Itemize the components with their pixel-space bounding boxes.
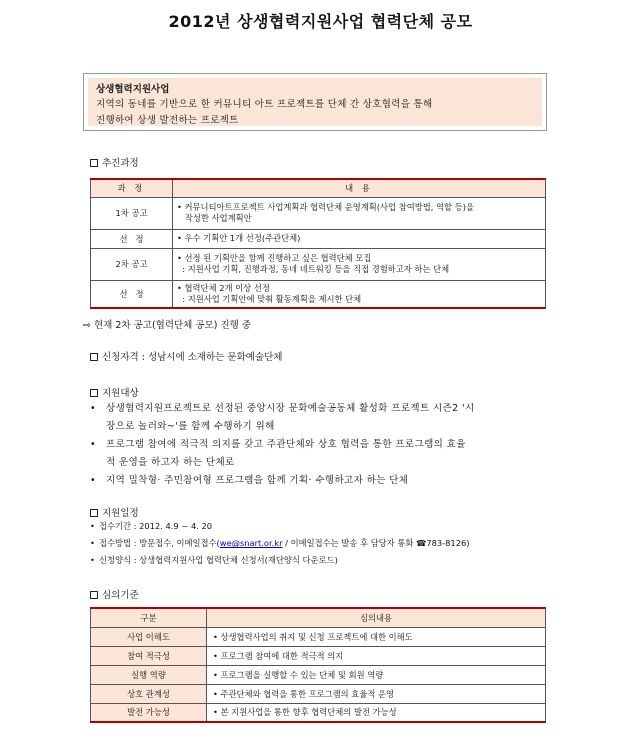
section-qualification: 신청자격 : 성남시에 소재하는 문화예술단체 <box>90 349 282 363</box>
criteria-header-content: 심의내용 <box>207 608 546 627</box>
section-criteria-heading: 심의기준 <box>90 587 139 601</box>
target-list <box>90 400 546 490</box>
bullet-icon: • <box>90 439 97 450</box>
checkbox-square-icon <box>90 389 98 397</box>
table-row: 사업 이해도 • 상생협력사업의 취지 및 신청 프로젝트에 대한 이해도 <box>91 627 546 646</box>
section-target-heading: 지원대상 <box>90 385 139 399</box>
list-item: • 상생협력지원프로젝트로 선정된 중앙시장 문화예술공동체 활성화 프로젝트 시즌2 '시 장으로 놀러와~'를 함께 수행하기 위해 <box>90 400 546 436</box>
list-item: • 지역 밀착형· 주민참여형 프로그램을 함께 기획· 수행하고자 하는 단체 <box>90 472 546 490</box>
bullet-icon: • <box>90 403 97 414</box>
table-row: 참여 적극성 • 프로그램 참여에 대한 적극적 의지 <box>91 646 546 665</box>
section-process-heading: 추진과정 <box>90 155 139 169</box>
criteria-header-category: 구분 <box>91 608 207 627</box>
email-link[interactable]: we@snart.or.kr <box>219 538 283 548</box>
intro-box <box>83 73 547 131</box>
table-row: 2차 공고 • 선정 된 기획안을 함께 진행하고 싶은 협력단체 모집 : 지원사업 기획, 진행과정, 동네 네트워킹 등을 직접 경험하고자 하는 단체 <box>91 248 546 280</box>
process-header-content: 내 용 <box>173 179 546 197</box>
criteria-table <box>90 607 546 723</box>
checkbox-square-icon <box>90 159 98 167</box>
table-row: 상호 관계성 • 주관단체와 협력을 통한 프로그램의 효율적 운영 <box>91 684 546 703</box>
checkbox-square-icon <box>90 591 98 599</box>
current-status: ⇨ 현재 2차 공고(협력단체 공모) 진행 중 <box>83 320 252 331</box>
checkbox-square-icon <box>90 353 98 361</box>
intro-heading: 상생협력지원사업 <box>96 84 170 95</box>
table-row: 선 정 • 우수 기획안 1개 선정(주관단체) <box>91 229 546 248</box>
bullet-icon: • <box>90 475 97 486</box>
table-row: 선 정 • 협력단체 2개 이상 선정 : 지원사업 기획안에 맞춰 활동계획을 제시한 단체 <box>91 280 546 308</box>
schedule-list <box>90 518 470 569</box>
page-title: 2012년 상생협력지원사업 협력단체 공모 <box>168 12 473 31</box>
schedule-period: • 접수기간 : 2012. 4.9 ~ 4. 20 <box>90 521 213 531</box>
table-row: 발전 가능성 • 본 지원사업을 통한 향후 협력단체의 발전 가능성 <box>91 703 546 722</box>
process-header-stage: 과 정 <box>91 179 173 197</box>
intro-line-2: 진행하여 상생 발전하는 프로젝트 <box>96 115 239 126</box>
schedule-form: • 신청양식 : 상생협력지원사업 협력단체 신청서(재단양식 다운로드) <box>90 555 338 565</box>
process-table <box>90 178 546 309</box>
table-row: 실행 역량 • 프로그램을 실행할 수 있는 단체 및 회원 역량 <box>91 665 546 684</box>
checkbox-square-icon <box>90 509 98 517</box>
schedule-method: • 접수방법 : 방문접수, 이메일접수(we@snart.or.kr / 이메일접수는 발송 후 담당자 통화 ☎783-8126) <box>90 538 470 548</box>
list-item: • 프로그램 참여에 적극적 의지를 갖고 주관단체와 상호 협력을 통한 프로그램의 효율 적 운영을 하고자 하는 단체로 <box>90 436 546 472</box>
section-schedule-heading: 지원일정 <box>90 505 139 519</box>
intro-line-1: 지역의 동네를 기반으로 한 커뮤니티 아트 프로젝트를 단체 간 상호협력을 통해 <box>96 99 433 110</box>
table-row: 1차 공고 • 커뮤니티아트프로젝트 사업계획과 협력단체 운영계획(사업 참여방법, 역할 등)을 작성한 사업계획안 <box>91 197 546 229</box>
